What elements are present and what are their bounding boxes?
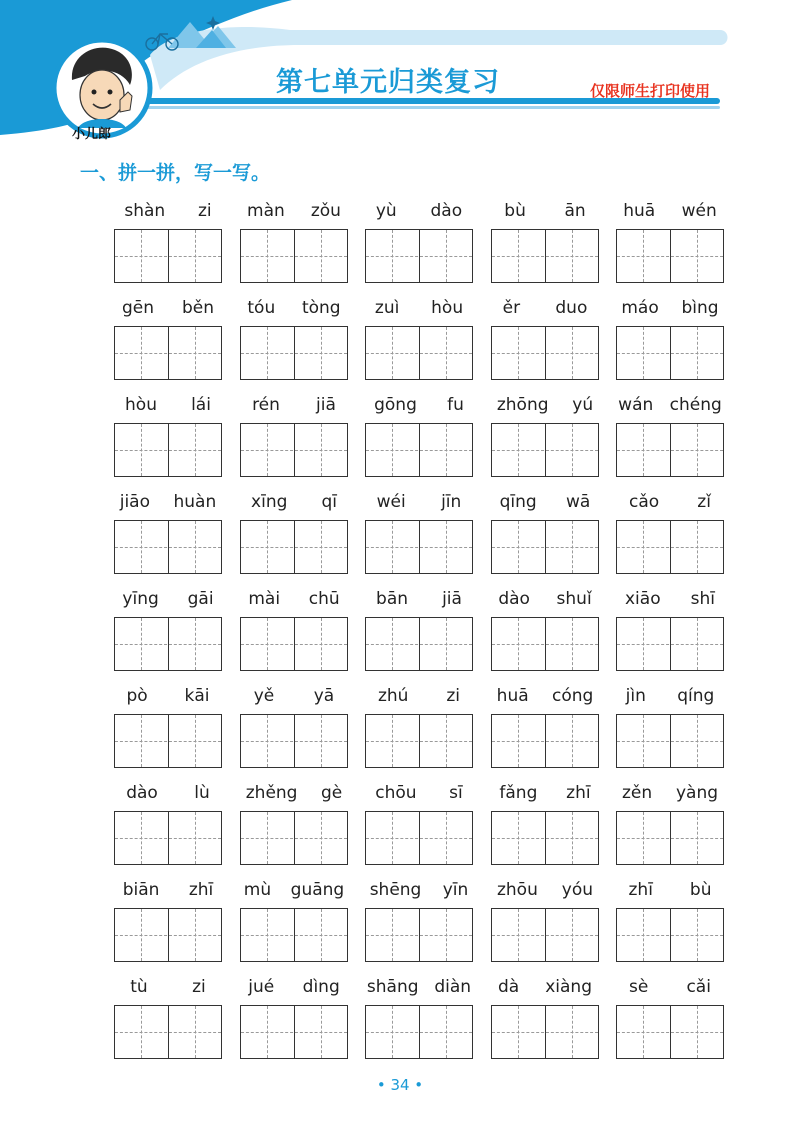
pinyin-syllable: xiàng <box>545 977 592 997</box>
pinyin-syllable: huā <box>623 201 656 221</box>
pinyin-syllable: shāng <box>366 977 419 997</box>
pinyin-syllable: zhī <box>628 880 653 900</box>
pinyin-syllable: xiāo <box>625 589 661 609</box>
pinyin-syllable: wéi <box>376 492 406 512</box>
writing-grid-box[interactable] <box>491 617 599 671</box>
pinyin-prompt <box>485 782 605 804</box>
writing-grid-box[interactable] <box>114 1005 222 1059</box>
writing-grid-box[interactable] <box>114 423 222 477</box>
exercise-item <box>616 491 724 575</box>
pinyin-prompt <box>485 976 605 998</box>
pinyin-syllable: hòu <box>125 395 157 415</box>
exercise-item <box>616 782 724 866</box>
pinyin-syllable: bān <box>376 589 409 609</box>
grid-guide-line <box>366 1032 472 1033</box>
pinyin-prompt <box>359 297 479 319</box>
pinyin-syllable: ān <box>564 201 586 221</box>
exercise-item <box>114 685 222 769</box>
grid-guide-line <box>115 644 221 645</box>
writing-grid-box[interactable] <box>491 326 599 380</box>
grid-guide-line <box>366 838 472 839</box>
grid-guide-line <box>492 256 598 257</box>
pinyin-prompt <box>485 491 605 513</box>
pinyin-syllable: sè <box>629 977 649 997</box>
pinyin-prompt <box>108 782 228 804</box>
pinyin-syllable: duo <box>555 298 588 318</box>
exercise-item <box>491 200 599 284</box>
exercise-item <box>240 200 348 284</box>
pinyin-syllable: jiāo <box>119 492 150 512</box>
pinyin-prompt <box>234 200 354 222</box>
writing-grid-box[interactable] <box>240 1005 348 1059</box>
pinyin-prompt <box>108 394 228 416</box>
pinyin-syllable: shī <box>690 589 715 609</box>
grid-guide-line <box>617 1032 723 1033</box>
pinyin-syllable: cǎo <box>629 492 660 512</box>
pinyin-syllable: yú <box>572 395 594 415</box>
writing-grid-box[interactable] <box>365 811 473 865</box>
exercise-item <box>491 879 599 963</box>
pinyin-prompt <box>108 976 228 998</box>
pinyin-syllable: fu <box>447 395 464 415</box>
writing-grid-box[interactable] <box>114 811 222 865</box>
grid-guide-line <box>366 353 472 354</box>
pinyin-syllable: ěr <box>502 298 521 318</box>
pinyin-syllable: zǐ <box>697 492 711 512</box>
usage-restriction-note: 仅限师生打印使用 <box>590 82 711 100</box>
writing-grid-box[interactable] <box>365 229 473 283</box>
pinyin-syllable: guāng <box>290 880 345 900</box>
writing-grid-box[interactable] <box>240 520 348 574</box>
pinyin-prompt <box>485 588 605 610</box>
exercise-item <box>491 297 599 381</box>
pinyin-syllable: biān <box>122 880 160 900</box>
pinyin-prompt <box>234 588 354 610</box>
pinyin-syllable: jiā <box>442 589 462 609</box>
pinyin-prompt <box>359 200 479 222</box>
writing-grid-box[interactable] <box>114 908 222 962</box>
pinyin-syllable: bù <box>689 880 712 900</box>
writing-grid-box[interactable] <box>616 423 724 477</box>
pinyin-syllable: gēn <box>121 298 155 318</box>
pinyin-prompt <box>610 588 730 610</box>
grid-guide-line <box>366 644 472 645</box>
pinyin-prompt <box>359 685 479 707</box>
exercise-item <box>616 588 724 672</box>
exercise-item <box>114 976 222 1060</box>
writing-grid-box[interactable] <box>240 229 348 283</box>
pinyin-syllable: qīng <box>499 492 537 512</box>
grid-guide-line <box>115 935 221 936</box>
writing-grid-box[interactable] <box>365 520 473 574</box>
pinyin-prompt <box>234 491 354 513</box>
exercise-item <box>616 879 724 963</box>
pinyin-prompt <box>359 588 479 610</box>
writing-grid-box[interactable] <box>616 1005 724 1059</box>
writing-grid-box[interactable] <box>616 326 724 380</box>
pinyin-syllable: dào <box>430 201 463 221</box>
pinyin-syllable: yàng <box>676 783 719 803</box>
pinyin-syllable: cóng <box>551 686 594 706</box>
pinyin-syllable: yīng <box>122 589 159 609</box>
writing-grid-box[interactable] <box>616 908 724 962</box>
pinyin-prompt <box>485 685 605 707</box>
pinyin-prompt <box>610 782 730 804</box>
pinyin-prompt <box>610 685 730 707</box>
pinyin-prompt <box>108 685 228 707</box>
grid-guide-line <box>241 935 347 936</box>
exercise-item <box>240 588 348 672</box>
writing-grid-box[interactable] <box>365 423 473 477</box>
pinyin-syllable: wén <box>681 201 717 221</box>
writing-grid-box[interactable] <box>114 714 222 768</box>
pinyin-syllable: jīn <box>441 492 462 512</box>
grid-guide-line <box>617 353 723 354</box>
pinyin-syllable: cǎi <box>686 977 711 997</box>
pinyin-syllable: zi <box>197 201 212 221</box>
pinyin-syllable: yù <box>375 201 397 221</box>
exercise-item <box>616 200 724 284</box>
grid-guide-line <box>366 741 472 742</box>
pinyin-prompt <box>108 491 228 513</box>
pinyin-syllable: huàn <box>173 492 217 512</box>
pinyin-syllable: běn <box>181 298 215 318</box>
pinyin-prompt <box>359 394 479 416</box>
pinyin-syllable: qíng <box>677 686 715 706</box>
grid-guide-line <box>492 450 598 451</box>
grid-guide-line <box>492 353 598 354</box>
pinyin-syllable: wā <box>566 492 591 512</box>
pinyin-prompt <box>108 879 228 901</box>
exercise-item <box>114 297 222 381</box>
exercise-item <box>491 782 599 866</box>
grid-guide-line <box>366 256 472 257</box>
pinyin-prompt <box>485 394 605 416</box>
exercise-item <box>365 491 473 575</box>
writing-grid-box[interactable] <box>365 617 473 671</box>
writing-grid-box[interactable] <box>616 520 724 574</box>
pinyin-syllable: lù <box>194 783 210 803</box>
pinyin-syllable: dìng <box>302 977 340 997</box>
grid-guide-line <box>366 450 472 451</box>
pinyin-syllable: chéng <box>669 395 722 415</box>
pinyin-syllable: gōng <box>374 395 417 415</box>
grid-guide-line <box>366 547 472 548</box>
grid-guide-line <box>617 838 723 839</box>
pinyin-syllable: zuì <box>374 298 400 318</box>
pinyin-syllable: diàn <box>434 977 472 997</box>
grid-guide-line <box>115 1032 221 1033</box>
pinyin-syllable: bìng <box>681 298 719 318</box>
exercise-item <box>365 685 473 769</box>
exercise-item <box>114 394 222 478</box>
exercise-item <box>240 491 348 575</box>
writing-grid-box[interactable] <box>491 1005 599 1059</box>
grid-guide-line <box>617 644 723 645</box>
grid-guide-line <box>115 838 221 839</box>
pinyin-syllable: xīng <box>251 492 288 512</box>
pinyin-syllable: gāi <box>187 589 214 609</box>
pinyin-syllable: zi <box>192 977 206 997</box>
pinyin-prompt <box>108 297 228 319</box>
exercise-item <box>491 491 599 575</box>
grid-guide-line <box>617 547 723 548</box>
pinyin-syllable: qī <box>321 492 337 512</box>
pinyin-prompt <box>610 879 730 901</box>
exercise-item <box>240 782 348 866</box>
pinyin-syllable: huā <box>496 686 529 706</box>
section-heading: 一、拼一拼，写一写。 <box>80 162 271 184</box>
writing-grid-box[interactable] <box>240 326 348 380</box>
grid-guide-line <box>617 741 723 742</box>
pinyin-prompt <box>359 782 479 804</box>
grid-guide-line <box>492 644 598 645</box>
grid-guide-line <box>115 353 221 354</box>
pinyin-syllable: zhī <box>188 880 214 900</box>
pinyin-syllable: sī <box>449 783 463 803</box>
pinyin-prompt <box>485 879 605 901</box>
pinyin-prompt <box>234 297 354 319</box>
exercise-item <box>365 782 473 866</box>
pinyin-prompt <box>234 685 354 707</box>
pinyin-prompt <box>108 588 228 610</box>
pinyin-syllable: chū <box>308 589 340 609</box>
pinyin-prompt <box>610 297 730 319</box>
grid-guide-line <box>241 644 347 645</box>
grid-guide-line <box>115 741 221 742</box>
exercise-item <box>240 976 348 1060</box>
pinyin-syllable: shēng <box>369 880 422 900</box>
pinyin-syllable: jìn <box>625 686 646 706</box>
pinyin-syllable: tòng <box>301 298 341 318</box>
grid-guide-line <box>241 838 347 839</box>
pinyin-syllable: màn <box>247 201 285 221</box>
pinyin-syllable: zi <box>446 686 461 706</box>
pinyin-syllable: zhěng <box>245 783 298 803</box>
pinyin-syllable: gè <box>320 783 343 803</box>
pinyin-syllable: zěn <box>621 783 653 803</box>
writing-grid-box[interactable] <box>114 617 222 671</box>
pinyin-syllable: dào <box>498 589 530 609</box>
pinyin-prompt <box>610 394 730 416</box>
pinyin-syllable: dà <box>498 977 520 997</box>
exercise-item <box>616 297 724 381</box>
pinyin-syllable: lái <box>191 395 211 415</box>
pinyin-prompt <box>359 491 479 513</box>
exercise-item <box>365 976 473 1060</box>
pinyin-syllable: yě <box>253 686 275 706</box>
grid-guide-line <box>492 935 598 936</box>
grid-guide-line <box>241 741 347 742</box>
grid-guide-line <box>617 935 723 936</box>
writing-grid-box[interactable] <box>616 229 724 283</box>
exercise-item <box>365 588 473 672</box>
grid-guide-line <box>241 547 347 548</box>
pinyin-syllable: tù <box>130 977 148 997</box>
exercise-item <box>616 685 724 769</box>
exercise-item <box>240 879 348 963</box>
pinyin-syllable: mù <box>243 880 272 900</box>
writing-grid-box[interactable] <box>114 520 222 574</box>
writing-grid-box[interactable] <box>491 811 599 865</box>
pinyin-prompt <box>108 200 228 222</box>
exercise-item <box>365 200 473 284</box>
writing-grid-box[interactable] <box>365 1005 473 1059</box>
pinyin-syllable: kāi <box>184 686 210 706</box>
page-title: 第七单元归类复习 <box>276 67 500 98</box>
writing-grid-box[interactable] <box>491 908 599 962</box>
writing-grid-box[interactable] <box>491 520 599 574</box>
pinyin-syllable: yóu <box>561 880 594 900</box>
pinyin-syllable: zhōu <box>496 880 538 900</box>
grid-guide-line <box>617 450 723 451</box>
exercise-item <box>365 297 473 381</box>
writing-grid-box[interactable] <box>365 326 473 380</box>
writing-grid-box[interactable] <box>240 423 348 477</box>
pinyin-prompt <box>359 976 479 998</box>
writing-grid-box[interactable] <box>491 229 599 283</box>
pinyin-syllable: chōu <box>375 783 417 803</box>
grid-guide-line <box>115 547 221 548</box>
pinyin-prompt <box>610 491 730 513</box>
writing-grid-box[interactable] <box>365 908 473 962</box>
grid-guide-line <box>241 1032 347 1033</box>
exercise-item <box>616 394 724 478</box>
grid-guide-line <box>617 256 723 257</box>
exercise-item <box>240 297 348 381</box>
pinyin-syllable: wán <box>618 395 654 415</box>
pinyin-prompt <box>485 200 605 222</box>
grid-guide-line <box>492 547 598 548</box>
writing-grid-box[interactable] <box>616 811 724 865</box>
writing-grid-box[interactable] <box>114 326 222 380</box>
writing-grid-box[interactable] <box>240 714 348 768</box>
pinyin-prompt <box>234 394 354 416</box>
exercise-item <box>114 782 222 866</box>
exercise-item <box>616 976 724 1060</box>
writing-grid-box[interactable] <box>240 617 348 671</box>
exercise-item <box>365 879 473 963</box>
pinyin-syllable: pò <box>126 686 148 706</box>
pinyin-syllable: shàn <box>124 201 166 221</box>
pinyin-syllable: yā <box>313 686 335 706</box>
exercise-item <box>114 200 222 284</box>
pinyin-syllable: yīn <box>442 880 469 900</box>
writing-grid-box[interactable] <box>240 908 348 962</box>
exercise-item <box>491 685 599 769</box>
grid-guide-line <box>241 256 347 257</box>
pinyin-prompt <box>234 782 354 804</box>
exercise-item <box>491 976 599 1060</box>
grid-guide-line <box>492 741 598 742</box>
writing-grid-box[interactable] <box>616 714 724 768</box>
grid-guide-line <box>115 450 221 451</box>
pinyin-prompt <box>610 200 730 222</box>
pinyin-syllable: shuǐ <box>556 589 592 609</box>
exercise-item <box>114 491 222 575</box>
pinyin-syllable: bù <box>504 201 526 221</box>
pinyin-syllable: jué <box>248 977 275 997</box>
writing-grid-box[interactable] <box>240 811 348 865</box>
writing-grid-box[interactable] <box>114 229 222 283</box>
pinyin-syllable: mài <box>248 589 281 609</box>
exercise-item <box>491 588 599 672</box>
exercise-item <box>114 879 222 963</box>
exercise-item <box>240 685 348 769</box>
writing-grid-box[interactable] <box>616 617 724 671</box>
pinyin-prompt <box>485 297 605 319</box>
grid-guide-line <box>241 450 347 451</box>
pinyin-syllable: zhú <box>377 686 409 706</box>
pinyin-syllable: zǒu <box>310 201 341 221</box>
exercise-item <box>491 394 599 478</box>
mascot-label: 小儿郎 <box>72 127 112 142</box>
grid-guide-line <box>241 353 347 354</box>
pinyin-syllable: fǎng <box>499 783 538 803</box>
pinyin-syllable: tóu <box>247 298 276 318</box>
grid-guide-line <box>115 256 221 257</box>
pinyin-prompt <box>234 879 354 901</box>
pinyin-prompt <box>359 879 479 901</box>
pinyin-syllable: zhī <box>566 783 591 803</box>
writing-grid-box[interactable] <box>491 714 599 768</box>
pinyin-syllable: máo <box>621 298 659 318</box>
pinyin-syllable: hòu <box>431 298 464 318</box>
exercise-item <box>240 394 348 478</box>
pinyin-prompt <box>234 976 354 998</box>
pinyin-syllable: rén <box>252 395 280 415</box>
grid-guide-line <box>366 935 472 936</box>
pinyin-prompt <box>610 976 730 998</box>
exercise-item <box>114 588 222 672</box>
page-number: • 34 • <box>376 1076 424 1094</box>
grid-guide-line <box>492 1032 598 1033</box>
pinyin-syllable: zhōng <box>496 395 549 415</box>
grid-guide-line <box>492 838 598 839</box>
pinyin-syllable: dào <box>126 783 158 803</box>
exercise-item <box>365 394 473 478</box>
writing-grid-box[interactable] <box>365 714 473 768</box>
writing-grid-box[interactable] <box>491 423 599 477</box>
pinyin-syllable: jiā <box>316 395 336 415</box>
